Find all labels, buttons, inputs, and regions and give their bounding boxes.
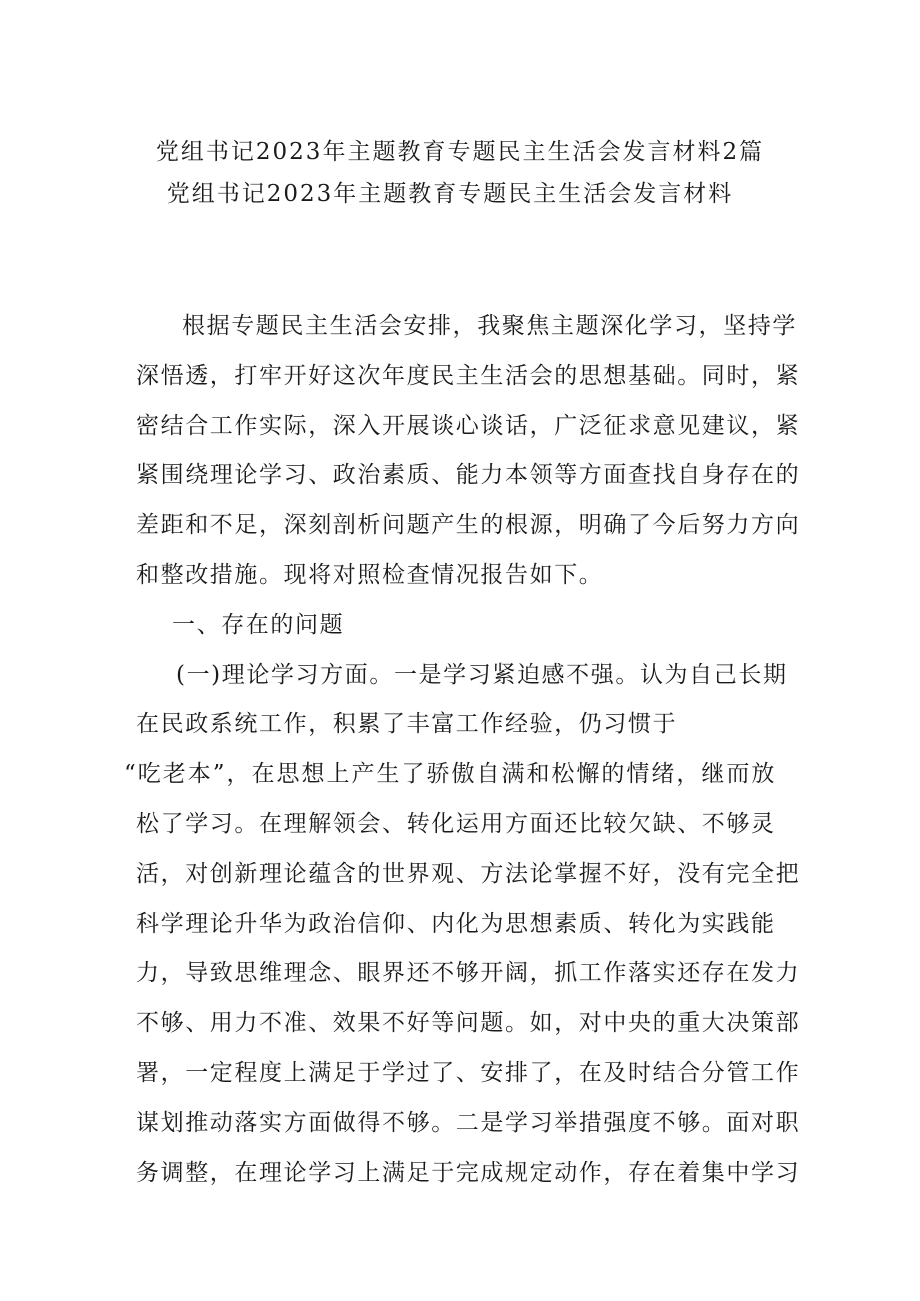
paragraph-line: “吃老本”，在思想上产生了骄傲自满和松懈的情绪，继而放 <box>124 761 776 788</box>
paragraph-line: 松了学习。在理解领会、转化运用方面还比较欠缺、不够灵 <box>136 810 776 837</box>
document-body <box>124 302 801 1198</box>
paragraph-line: 密结合工作实际，深入开展谈心谈话，广泛征求意见建议，紧 <box>136 412 801 439</box>
paragraph-line: 深悟透，打牢开好这次年度民主生活会的思想基础。同时，紧 <box>136 362 801 389</box>
paragraph-line: 力，导致思维理念、眼界还不够开阔，抓工作落实还存在发力 <box>136 960 801 987</box>
paragraph-line: 差距和不足，深刻剖析问题产生的根源，明确了今后努力方向 <box>136 512 801 539</box>
paragraph-line: 务调整，在理论学习上满足于完成规定动作，存在着集中学习 <box>136 1159 801 1186</box>
paragraph-line: 紧围绕理论学习、政治素质、能力本领等方面查找自身存在的 <box>136 462 801 489</box>
paragraph-line: 谋划推动落实方面做得不够。二是学习举措强度不够。面对职 <box>136 1109 801 1136</box>
paragraph-line: 活，对创新理论蕴含的世界观、方法论掌握不好，没有完全把 <box>136 860 801 887</box>
paragraph-line: 署，一定程度上满足于学过了、安排了，在及时结合分管工作 <box>136 1059 801 1086</box>
paragraph-line: (一)理论学习方面。一是学习紧迫感不强。认为自己长期 <box>176 661 788 688</box>
paragraph-line: 和整改措施。现将对照检查情况报告如下。 <box>136 561 604 588</box>
paragraph-line: 不够、用力不准、效果不好等问题。如，对中央的重大决策部 <box>136 1010 801 1037</box>
paragraph-line: 根据专题民主生活会安排，我聚焦主题深化学习，坚持学 <box>182 313 797 339</box>
document-title: 党组书记2023年主题教育专题民主生活会发言材料2篇 <box>155 139 765 165</box>
paragraph-line: 在民政系统工作，积累了丰富工作经验，仍习惯于 <box>136 711 678 738</box>
document-subtitle: 党组书记2023年主题教育专题民主生活会发言材料 <box>166 181 734 207</box>
section-heading: 一、存在的问题 <box>172 611 345 638</box>
paragraph-line: 科学理论升华为政治信仰、内化为思想素质、转化为实践能 <box>136 910 776 937</box>
